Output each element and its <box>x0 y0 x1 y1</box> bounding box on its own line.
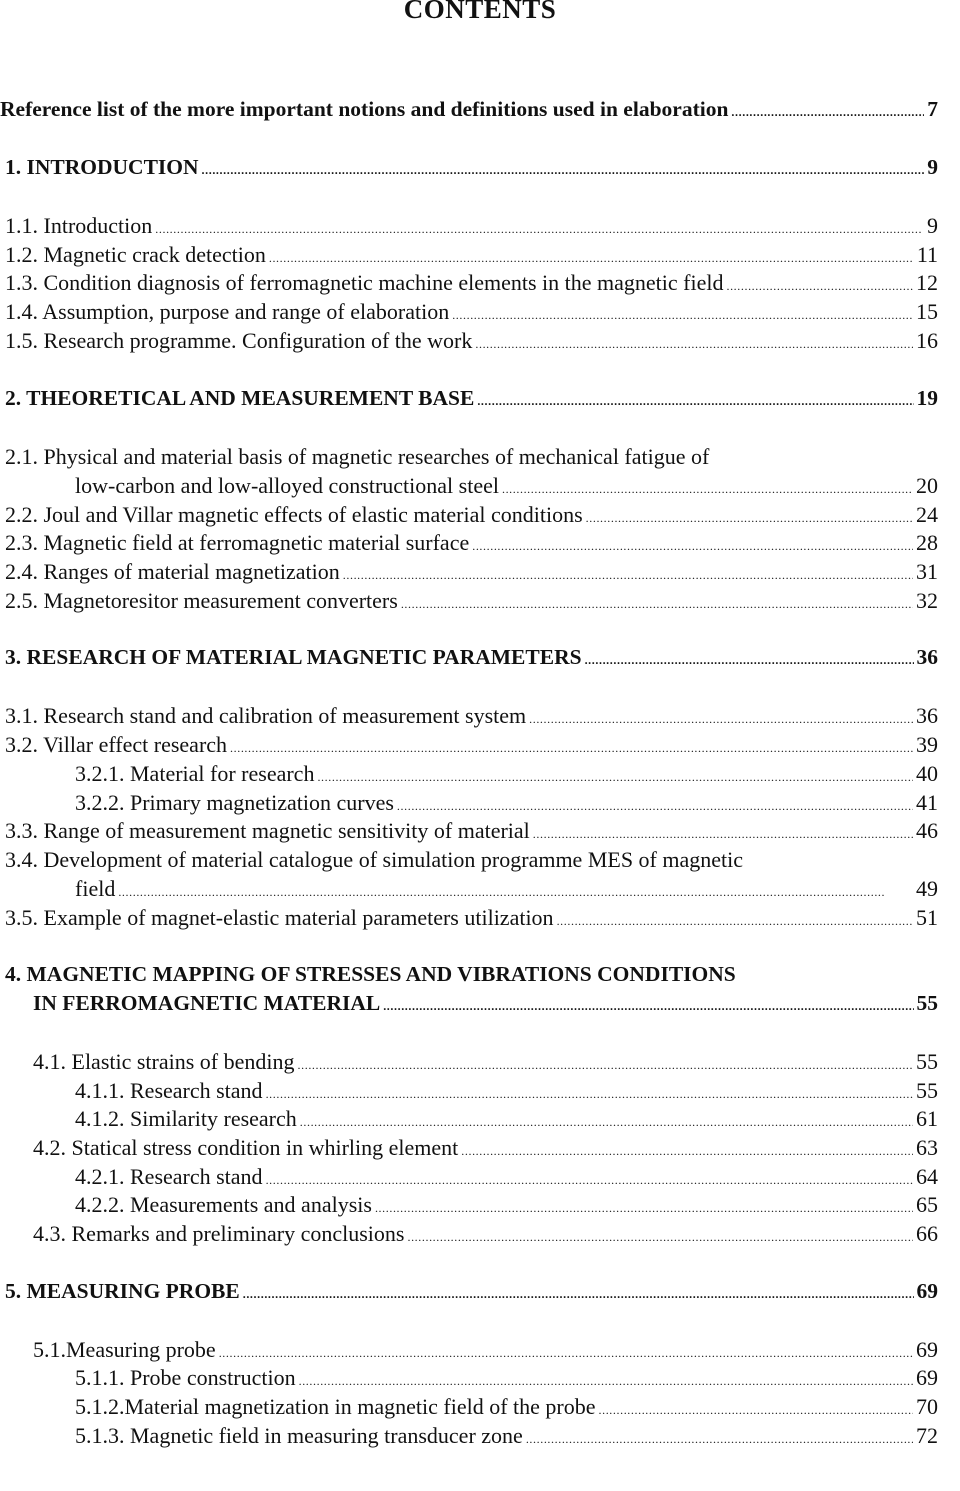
toc-entry-text-continued: field <box>75 876 116 901</box>
toc-entry[interactable] <box>0 845 960 901</box>
toc-entry[interactable] <box>0 1162 960 1191</box>
toc-page-number: 72 <box>916 1423 938 1448</box>
toc-page-number: 70 <box>916 1394 938 1419</box>
toc-entry-text: 3.2.1. Material for research <box>75 761 315 786</box>
dot-leader <box>731 95 924 127</box>
toc-entry-text: 1.5. Research programme. Configuration of the work <box>5 328 473 353</box>
toc-entry[interactable] <box>0 442 960 498</box>
toc-page-number: 55 <box>916 991 938 1015</box>
toc-entry[interactable] <box>0 1076 960 1105</box>
toc-entry[interactable] <box>0 586 960 615</box>
toc-entry-text: 4.2. Statical stress condition in whirling element <box>33 1135 459 1160</box>
dot-leader <box>526 1421 913 1454</box>
toc-page-number: 46 <box>916 818 938 843</box>
toc-entry-text: 3.4. Development of material catalogue of simulation programme MES of magnetic <box>5 847 744 872</box>
toc-entry[interactable] <box>0 557 960 586</box>
toc-entry[interactable] <box>0 297 960 326</box>
toc-page-number: 69 <box>916 1279 938 1303</box>
toc-entry-text: 4.3. Remarks and preliminary conclusions <box>33 1221 405 1246</box>
toc-entry[interactable] <box>0 1392 960 1421</box>
toc-page-number: 49 <box>916 876 938 901</box>
toc-entry[interactable] <box>0 384 960 413</box>
toc-entry[interactable] <box>0 1363 960 1392</box>
toc-entry-text-continued: low-carbon and low-alloyed constructional steel <box>75 473 499 498</box>
toc-entry[interactable] <box>0 240 960 269</box>
toc-entry-text: 4.1.1. Research stand <box>75 1078 263 1103</box>
toc-entry-text: 3. RESEARCH OF MATERIAL MAGNETIC PARAMETERS <box>5 645 582 669</box>
toc-page-number: 11 <box>916 242 938 267</box>
toc-page-number: 55 <box>916 1049 938 1074</box>
dot-leader <box>407 1219 913 1252</box>
toc-page-number: 69 <box>916 1365 938 1390</box>
toc-entry[interactable] <box>0 730 960 759</box>
toc-page-number: 12 <box>916 270 938 295</box>
toc-entry-text: 2.4. Ranges of material magnetization <box>5 559 340 584</box>
dot-leader <box>243 1277 914 1309</box>
toc-entry-text: 4.2.1. Research stand <box>75 1164 263 1189</box>
toc-entry[interactable] <box>0 528 960 557</box>
toc-entry-text: 4.1.2. Similarity research <box>75 1106 297 1131</box>
toc-entry-text: 1.4. Assumption, purpose and range of elaboration <box>5 299 450 324</box>
toc-page-number: 24 <box>916 502 938 527</box>
toc-entry-text: 1.2. Magnetic crack detection <box>5 242 266 267</box>
page-title: CONTENTS <box>403 0 557 24</box>
toc-entry[interactable] <box>0 1277 960 1306</box>
toc-entry[interactable] <box>0 1047 960 1076</box>
toc-entry-text: Reference list of the more important notions and definitions used in elaboration <box>0 97 729 121</box>
toc-entry-text: 5.1.2.Material magnetization in magnetic field of the probe <box>75 1394 596 1419</box>
toc-entry-text: 4.1. Elastic strains of bending <box>33 1049 295 1074</box>
toc-entry-text: 2. THEORETICAL AND MEASUREMENT BASE <box>5 386 475 410</box>
toc-page-number: 63 <box>916 1135 938 1160</box>
toc-entry-text: 5. MEASURING PROBE <box>5 1279 240 1303</box>
toc-entry-text: 4.2.2. Measurements and analysis <box>75 1192 372 1217</box>
toc-entry[interactable] <box>0 211 960 240</box>
toc-entry[interactable] <box>0 960 960 1016</box>
toc-entry[interactable] <box>0 326 960 355</box>
toc-entry[interactable] <box>0 95 960 124</box>
toc-page-number: 15 <box>916 299 938 324</box>
toc-page-number: 40 <box>916 761 938 786</box>
toc-entry[interactable] <box>0 903 960 932</box>
toc-page-number: 19 <box>916 386 938 410</box>
toc-entry-text: 2.3. Magnetic field at ferromagnetic material surface <box>5 530 470 555</box>
toc-page-number: 51 <box>916 905 938 930</box>
toc-entry-text: 1.3. Condition diagnosis of ferromagnetic machine elements in the magnetic field <box>5 270 724 295</box>
toc-page-number: 36 <box>916 703 938 728</box>
toc-entry-text: 3.2.2. Primary magnetization curves <box>75 790 394 815</box>
toc-entry[interactable] <box>0 1335 960 1364</box>
toc-entry[interactable] <box>0 759 960 788</box>
toc-entry[interactable] <box>0 153 960 182</box>
dot-leader <box>477 384 913 416</box>
toc-entry-text-continued: IN FERROMAGNETIC MATERIAL <box>33 991 381 1015</box>
toc-page-number: 7 <box>927 97 938 121</box>
toc-entry-text: 4. MAGNETIC MAPPING OF STRESSES AND VIBRATIONS CONDITIONS <box>5 962 736 986</box>
toc-entry[interactable] <box>0 788 960 817</box>
toc-page-number: 9 <box>927 213 938 238</box>
toc-entry[interactable] <box>0 1190 960 1219</box>
toc-entry-text: 5.1.Measuring probe <box>33 1337 216 1362</box>
toc-entry-text: 5.1.1. Probe construction <box>75 1365 296 1390</box>
dot-leader <box>557 903 913 936</box>
toc-page-number: 66 <box>916 1221 938 1246</box>
toc-entry[interactable] <box>0 1104 960 1133</box>
toc-page-number: 69 <box>916 1337 938 1362</box>
toc-entry-text: 5.1.3. Magnetic field in measuring transducer zone <box>75 1423 523 1448</box>
toc-entry-text: 2.2. Joul and Villar magnetic effects of elastic material conditions <box>5 502 583 527</box>
toc-entry-text: 2.5. Magnetoresitor measurement converters <box>5 588 398 613</box>
toc-entry[interactable] <box>0 816 960 845</box>
dot-leader <box>401 586 913 619</box>
toc-entry-text: 3.2. Villar effect research <box>5 732 228 757</box>
toc-entry[interactable] <box>0 1133 960 1162</box>
toc-entry[interactable] <box>0 500 960 529</box>
toc-entry-text: 3.5. Example of magnet-elastic material parameters utilization <box>5 905 554 930</box>
toc-entry-text: 2.1. Physical and material basis of magnetic researches of mechanical fatigue of <box>5 444 710 469</box>
toc-entry[interactable] <box>0 701 960 730</box>
dot-leader <box>585 643 914 675</box>
toc-page-number: 32 <box>916 588 938 613</box>
toc-page-number: 39 <box>916 732 938 757</box>
toc-page-number: 20 <box>916 473 938 498</box>
toc-page-number: 36 <box>916 645 938 669</box>
toc-page-number: 61 <box>916 1106 938 1131</box>
toc-entry[interactable] <box>0 268 960 297</box>
toc-page-number: 28 <box>916 530 938 555</box>
toc-entry[interactable] <box>0 1219 960 1248</box>
toc-page-number: 64 <box>916 1164 938 1189</box>
dot-leader <box>202 153 925 185</box>
toc-page-number: 16 <box>916 328 938 353</box>
toc-entry[interactable] <box>0 1421 960 1450</box>
dot-leader <box>383 989 913 1021</box>
toc-entry-text: 1.1. Introduction <box>5 213 153 238</box>
toc-entry[interactable] <box>0 643 960 672</box>
dot-leader <box>475 326 913 359</box>
toc-entry-text: 3.1. Research stand and calibration of measurement system <box>5 703 527 728</box>
toc-page-number: 31 <box>916 559 938 584</box>
toc-page-number: 9 <box>927 155 938 179</box>
toc-entry-text: 3.3. Range of measurement magnetic sensitivity of material <box>5 818 530 843</box>
toc-page-number: 41 <box>916 790 938 815</box>
toc-page-number: 55 <box>916 1078 938 1103</box>
toc-entry-text: 1. INTRODUCTION <box>5 155 199 179</box>
toc-page-number: 65 <box>916 1192 938 1217</box>
